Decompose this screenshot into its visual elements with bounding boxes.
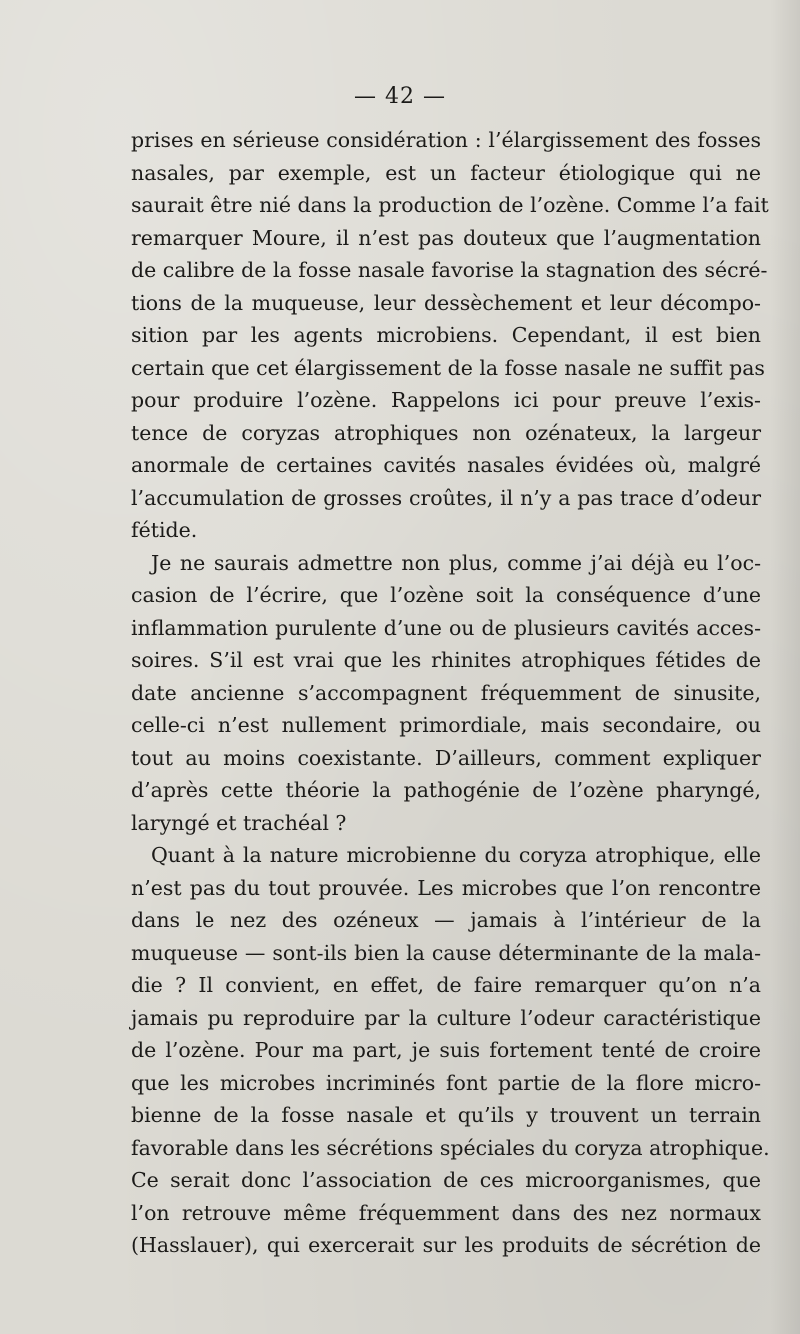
text-line: Ce serait donc l’association de ces microorganismes, que [131, 1168, 761, 1192]
text-line: tout au moins coexistante. D’ailleurs, comment expliquer [131, 745, 761, 770]
text-line: Je ne saurais admettre non plus, comme j’ai déjà eu l’oc- [151, 550, 761, 575]
text-line: casion de l’écrire, que l’ozène soit la conséquence d’une [131, 583, 761, 607]
text-line: bienne de la fosse nasale et qu’ils y trouvent un terrain [131, 1103, 761, 1127]
text-line: soires. S’il est vrai que les rhinites atrophiques fétides de [131, 648, 761, 672]
text-line: pour produire l’ozène. Rappelons ici pour preuve l’exis- [131, 388, 761, 412]
body-text [131, 124, 770, 1262]
text-line: l’on retrouve même fréquemment dans des nez normaux [131, 1200, 761, 1225]
text-line: n’est pas du tout prouvée. Les microbes que l’on rencontre [131, 875, 761, 900]
text-line: Quant à la nature microbienne du coryza atrophique, elle [151, 843, 761, 867]
text-line: inflammation purulente d’une ou de plusieurs cavités acces- [131, 615, 761, 640]
text-line: tence de coryzas atrophiques non ozénateux, la largeur [131, 420, 761, 445]
text-line: tions de la muqueuse, leur dessèchement et leur décompo- [131, 290, 761, 315]
text-line: remarquer Moure, il n’est pas douteux que l’augmentation [131, 225, 761, 250]
text-line: d’après cette théorie la pathogénie de l’ozène pharyngé, [131, 778, 761, 802]
text-line: sition par les agents microbiens. Cependant, il est bien [131, 323, 761, 347]
text-line: celle-ci n’est nullement primordiale, mais secondaire, ou [131, 713, 761, 737]
page-edge-shadow [770, 0, 800, 1334]
text-line: certain que cet élargissement de la fosse nasale ne suffit pas [131, 355, 765, 380]
text-line: nasales, par exemple, est un facteur étiologique qui ne [131, 160, 761, 185]
text-line: saurait être nié dans la production de l’ozène. Comme l’a fait [131, 193, 769, 217]
text-line: anormale de certaines cavités nasales évidées où, malgré [131, 453, 761, 477]
text-line: muqueuse — sont-ils bien la cause déterminante de la mala- [131, 940, 761, 965]
text-line: fétide. [131, 518, 198, 542]
text-line: dans le nez des ozéneux — jamais à l’intérieur de la [131, 908, 761, 932]
text-line: die ? Il convient, en effet, de faire remarquer qu’on n’a [131, 973, 761, 997]
page-number: — 42 — [354, 84, 446, 109]
text-line: date ancienne s’accompagnent fréquemment de sinusite, [131, 680, 761, 705]
text-line: favorable dans les sécrétions spéciales du coryza atrophique. [131, 1135, 770, 1160]
text-line: de l’ozène. Pour ma part, je suis fortement tenté de croire [131, 1038, 761, 1062]
text-line: (Hasslauer), qui exercerait sur les produits de sécrétion de [131, 1233, 761, 1257]
text-line: que les microbes incriminés font partie de la flore micro- [131, 1070, 761, 1095]
text-line: prises en sérieuse considération : l’élargissement des fosses [131, 128, 761, 152]
text-line: l’accumulation de grosses croûtes, il n’y a pas trace d’odeur [131, 485, 761, 510]
text-line: de calibre de la fosse nasale favorise la stagnation des sécré- [131, 258, 768, 282]
text-line: laryngé et trachéal ? [131, 810, 347, 835]
text-line: jamais pu reproduire par la culture l’odeur caractéristique [131, 1005, 761, 1030]
